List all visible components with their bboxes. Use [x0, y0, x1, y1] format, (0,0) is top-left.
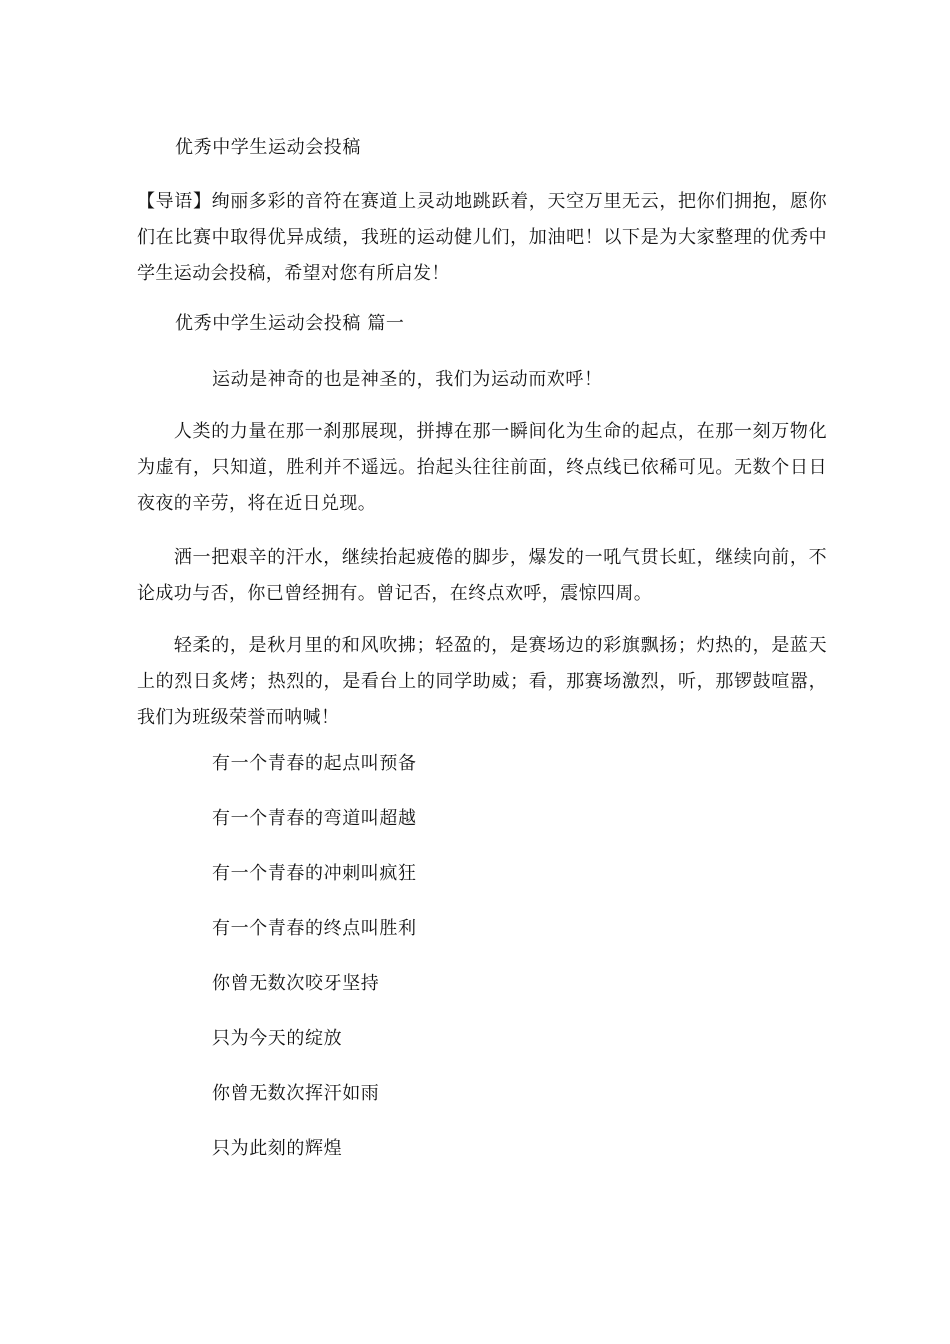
poem-line-5: 你曾无数次咬牙坚持 [212, 973, 380, 994]
body-paragraph-3: 轻柔的，是秋月里的和风吹拂；轻盈的，是赛场边的彩旗飘扬；灼热的，是蓝天上的烈日炙烤；热烈的，是看台上的同学助威；看，那赛场激烈，听，那锣鼓喧嚣，我们为班级荣誉而呐喊！ [137, 635, 827, 728]
poem-line-2: 有一个青春的弯道叫超越 [212, 808, 417, 829]
poem-line-6: 只为今天的绽放 [212, 1028, 343, 1049]
section-heading: 优秀中学生运动会投稿 篇一 [175, 313, 405, 334]
body-paragraph-2: 洒一把艰辛的汗水，继续抬起疲倦的脚步，爆发的一吼气贯长虹，继续向前，不论成功与否，你已曾经拥有。曾记否，在终点欢呼，震惊四周。 [137, 547, 827, 604]
poem-line-3: 有一个青春的冲刺叫疯狂 [212, 863, 417, 884]
poem-line-1: 有一个青春的起点叫预备 [212, 753, 417, 774]
body-paragraph-1: 人类的力量在那一刹那展现，拼搏在那一瞬间化为生命的起点，在那一刻万物化为虚有，只知道，胜利并不遥远。抬起头往往前面，终点线已依稀可见。无数个日日夜夜的辛劳，将在近日兑现。 [137, 421, 827, 514]
opening-line: 运动是神奇的也是神圣的，我们为运动而欢呼！ [212, 369, 603, 390]
poem-line-7: 你曾无数次挥汗如雨 [212, 1083, 380, 1104]
document-title: 优秀中学生运动会投稿 [175, 137, 361, 158]
poem-line-8: 只为此刻的辉煌 [212, 1138, 343, 1159]
intro-paragraph: 【导语】绚丽多彩的音符在赛道上灵动地跳跃着，天空万里无云，把你们拥抱，愿你们在比赛中取得优异成绩，我班的运动健儿们，加油吧！以下是为大家整理的优秀中学生运动会投稿，希望对您有所启发！ [137, 191, 827, 284]
poem-line-4: 有一个青春的终点叫胜利 [212, 918, 417, 939]
